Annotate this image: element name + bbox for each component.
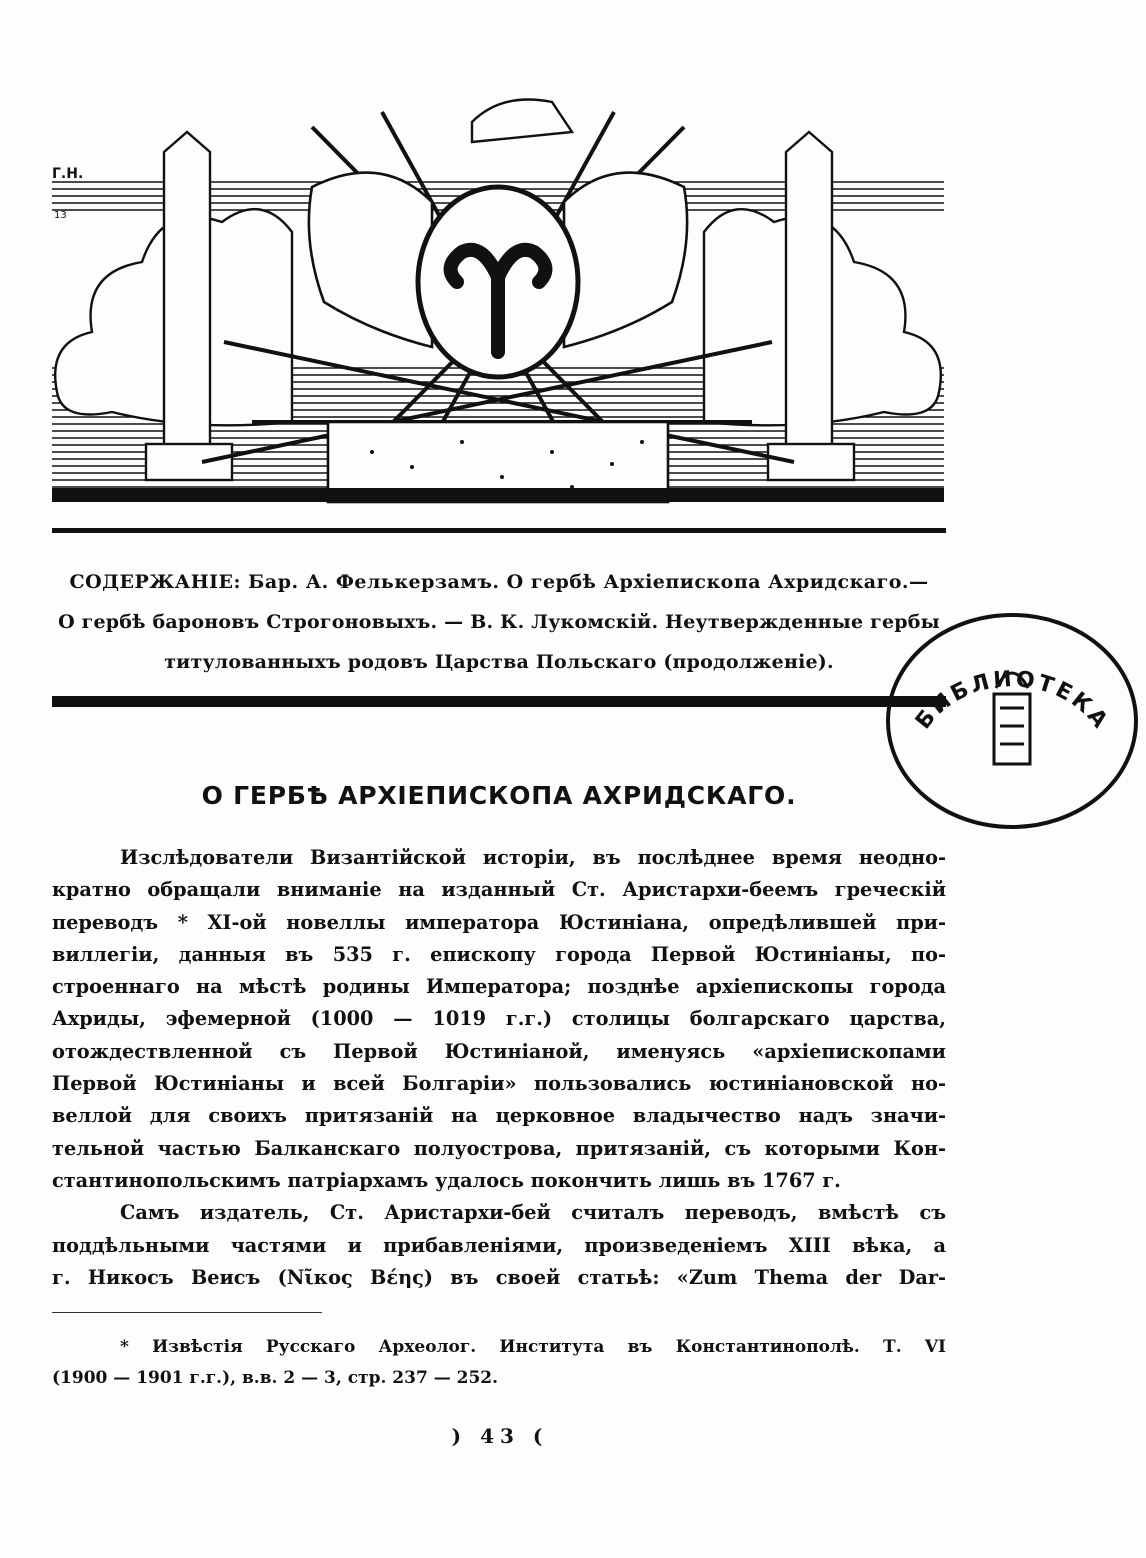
body-line: тельной частью Балканскаго полуострова, притязаній, съ которыми Кон- [52,1136,946,1160]
contents-rule [52,696,946,707]
contents-line: О гербѣ бароновъ Строгоновыхъ. — В. К. Лукомскій. Неутвержденные гербы [58,611,940,633]
contents-block [52,562,946,682]
body-line: г. Никосъ Веисъ (Νῖκος Βέης) въ своей статьѣ: «Zum Thema der Dar- [52,1265,946,1289]
body-line: переводъ * XI-ой новеллы императора Юстиніана, опредѣлившей при- [52,910,946,934]
article-body [52,842,946,1294]
body-line: поддѣльными частями и прибавленіями, произведеніемъ XIII вѣка, а [52,1233,946,1257]
body-line: Самъ издатель, Ст. Аристархи-бей считалъ переводъ, вмѣстѣ съ [120,1201,946,1225]
body-line: веллой для своихъ притязаній на церковное владычество надъ значи- [52,1104,946,1128]
engraving-monogram: Г.Н. [52,166,84,182]
body-line: стантинопольскимъ патріархамъ удалось покончить лишь въ 1767 г. [52,1168,841,1192]
footnote [52,1332,946,1394]
article-title: О ГЕРБѢ АРХІЕПИСКОПА АХРИДСКАГО. [201,781,797,810]
footnote-rule [52,1312,322,1313]
footnote-line: (1900 — 1901 г.г.), в.в. 2 — 3, стр. 237 — 252. [52,1368,499,1388]
page-number: ) 43 ( [451,1424,549,1448]
engraving-number: 13 [54,210,67,221]
header-engraving [52,92,944,512]
stamp-text: БИБЛИОТЕКА [910,666,1114,736]
body-line: виллегіи, данныя въ 535 г. епископу города Первой Юстиніаны, по- [52,942,946,966]
body-line: строеннаго на мѣстѣ родины Императора; позднѣе архіепископы города [52,975,946,999]
body-line: Ахриды, эфемерной (1000 — 1019 г.г.) столицы болгарскаго царства, [52,1007,946,1031]
footnote-line: * Извѣстія Русскаго Археолог. Института въ Константинополѣ. Т. VI [120,1337,946,1357]
contents-line: СОДЕРЖАНІЕ: Бар. А. Фелькерзамъ. О гербѣ Архіепископа Ахридскаго.— [69,571,929,593]
contents-line: титулованныхъ родовъ Царства Польскаго (продолженіе). [164,651,834,673]
header-rule [52,528,946,533]
body-line: отождествленной съ Первой Юстиніаной, именуясь «архіепископами [52,1039,946,1063]
body-line: Первой Юстиніаны и всей Болгаріи» пользовались юстиніановской но- [52,1072,946,1096]
body-line: кратно обращали вниманіе на изданный Ст. Аристархи-беемъ греческій [52,878,946,902]
body-line: Изслѣдователи Византійской исторіи, въ послѣднее время неодно- [120,846,946,869]
